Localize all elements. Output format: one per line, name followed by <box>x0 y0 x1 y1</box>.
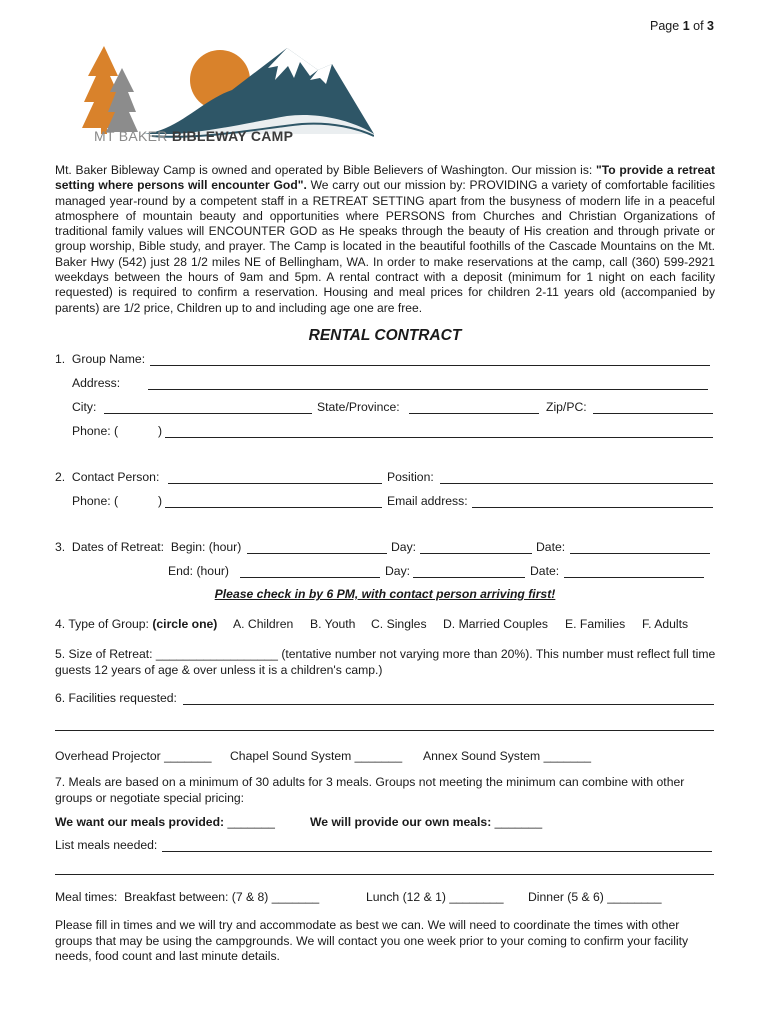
state-label: State/Province: <box>317 400 400 414</box>
facilities-field-2[interactable] <box>55 730 714 731</box>
zip-field[interactable] <box>593 413 713 414</box>
address-label: Address: <box>72 376 121 390</box>
end-date-label: Date: <box>530 564 560 578</box>
end-date-field[interactable] <box>564 577 704 578</box>
own-meals-row[interactable] <box>310 815 542 829</box>
address-field[interactable] <box>148 389 708 390</box>
page-title: RENTAL CONTRACT <box>308 327 462 344</box>
group-name-field[interactable] <box>150 365 710 366</box>
facilities-field[interactable] <box>183 704 714 705</box>
end-day-label: Day: <box>385 564 411 578</box>
contact-person-field[interactable] <box>168 483 382 484</box>
end-hour-field[interactable] <box>240 577 380 578</box>
group-option-married-couples[interactable]: D. Married Couples <box>443 617 548 631</box>
city-field[interactable] <box>104 413 312 414</box>
group-type-row <box>55 617 217 631</box>
contact-phone-close-paren: ) <box>158 494 163 508</box>
group-option-children[interactable]: A. Children <box>233 617 294 631</box>
group-type-label: 4. Type of Group: <box>55 617 153 631</box>
group-option-youth[interactable]: B. Youth <box>310 617 356 631</box>
own-meals-blank: _______ <box>491 815 543 829</box>
phone-label: Phone: ( <box>72 424 119 438</box>
retreat-end-label: End: (hour) <box>168 564 229 578</box>
intro-text-2: We carry out our mission by: PROVIDING a variety of comfortable facilities managed year-round by a competent staff in a RETREAT SETTING apart from the busyness of modern life in a peaceful atmosphere of mountain beauty and opportunities where PERSONS from Churches and Christian Organizations of traditional family values will ENCOUNTER GOD as He speaks through the beauty of His creation and through private or group worship, Bible study, and prayer. The Camp is located in the beautiful foothills of the Cascade Mountains on the Mt. Baker Hwy (542) just 28 1/2 miles NE of Bellingham, WA. In order to make reservations at the camp, call (360) 599-2921 weekdays between the hours of 9am and 5pm. A rental contract with a deposit (minimum for 1 night on each facility requested) is required to confirm a reservation. Housing and meal prices for children 2-11 years old (accompanied by parents) are 1/2 price, Children up to and including age one are free. <box>55 178 715 315</box>
logo-text-light: MT BAKER <box>94 128 172 144</box>
retreat-begin-label: 3. Dates of Retreat: Begin: (hour) <box>55 540 242 554</box>
contact-person-label: 2. Contact Person: <box>55 470 160 484</box>
meals-provided-label: We want our meals provided: <box>55 815 225 829</box>
meals-provided-blank: _______ <box>224 815 275 829</box>
page-number <box>650 19 714 33</box>
dinner-time-field[interactable]: Dinner (5 & 6) ________ <box>528 890 662 904</box>
meals-needed-label: List meals needed: <box>55 838 158 852</box>
lunch-time-field[interactable]: Lunch (12 & 1) ________ <box>366 890 504 904</box>
logo-text-bold: BIBLEWAY CAMP <box>171 128 294 144</box>
group-option-singles[interactable]: C. Singles <box>371 617 427 631</box>
mission-statement: "To provide a retreat setting where persons will encounter God". <box>55 163 715 193</box>
group-name-label: 1. Group Name: <box>55 352 146 366</box>
logo-text <box>94 128 293 144</box>
circle-one-note: (circle one) <box>152 617 218 631</box>
email-field[interactable] <box>472 507 713 508</box>
begin-hour-field[interactable] <box>247 553 387 554</box>
page-total: 3 <box>707 19 714 33</box>
email-label: Email address: <box>387 494 468 508</box>
meals-needed-field-2[interactable] <box>55 874 714 875</box>
retreat-size-text: 5. Size of Retreat: __________________ (tentative number not varying more than 20%). This number must reflect full time guests 12 years of age & over unless it is a children's camp.) <box>55 647 716 677</box>
phone-close-paren: ) <box>158 424 163 438</box>
contact-phone-field[interactable] <box>165 507 382 508</box>
group-option-adults[interactable]: F. Adults <box>642 617 689 631</box>
page-of: of <box>693 19 704 33</box>
city-label: City: <box>72 400 97 414</box>
breakfast-time-field[interactable]: Meal times: Breakfast between: (7 & 8) _______ <box>55 890 320 904</box>
facilities-label: 6. Facilities requested: <box>55 691 177 705</box>
closing-paragraph: Please fill in times and we will try and accommodate as best we can. We will need to coordinate the times with other groups that may be using the campgrounds. We will contact you one week prior to your coming to confirm your facility needs, food count and last minute details. <box>55 918 689 963</box>
overhead-projector-field[interactable]: Overhead Projector _______ <box>55 749 212 763</box>
page-current: 1 <box>682 19 690 33</box>
phone-field[interactable] <box>165 437 713 438</box>
group-option-families[interactable]: E. Families <box>565 617 626 631</box>
begin-date-label: Date: <box>536 540 566 554</box>
begin-day-field[interactable] <box>420 553 532 554</box>
own-meals-label: We will provide our own meals: <box>310 815 492 829</box>
begin-date-field[interactable] <box>570 553 710 554</box>
begin-day-label: Day: <box>391 540 417 554</box>
position-label: Position: <box>387 470 434 484</box>
chapel-sound-field[interactable]: Chapel Sound System _______ <box>230 749 403 763</box>
meals-provided-row[interactable] <box>55 815 275 829</box>
intro-text-1: Mt. Baker Bibleway Camp is owned and operated by Bible Believers of Washington. Our mission is: <box>55 163 597 177</box>
position-field[interactable] <box>440 483 713 484</box>
intro-paragraph <box>55 163 715 316</box>
meals-needed-field[interactable] <box>162 851 712 852</box>
meals-policy-text: 7. Meals are based on a minimum of 30 adults for 3 meals. Groups not meeting the minimum can combine with other groups or negotiate special pricing: <box>55 775 685 805</box>
end-day-field[interactable] <box>413 577 525 578</box>
zip-label: Zip/PC: <box>546 400 587 414</box>
state-field[interactable] <box>409 413 539 414</box>
contact-phone-label: Phone: ( <box>72 494 119 508</box>
page-label: Page <box>650 19 680 33</box>
annex-sound-field[interactable]: Annex Sound System _______ <box>423 749 592 763</box>
checkin-notice: Please check in by 6 PM, with contact person arriving first! <box>214 587 556 601</box>
